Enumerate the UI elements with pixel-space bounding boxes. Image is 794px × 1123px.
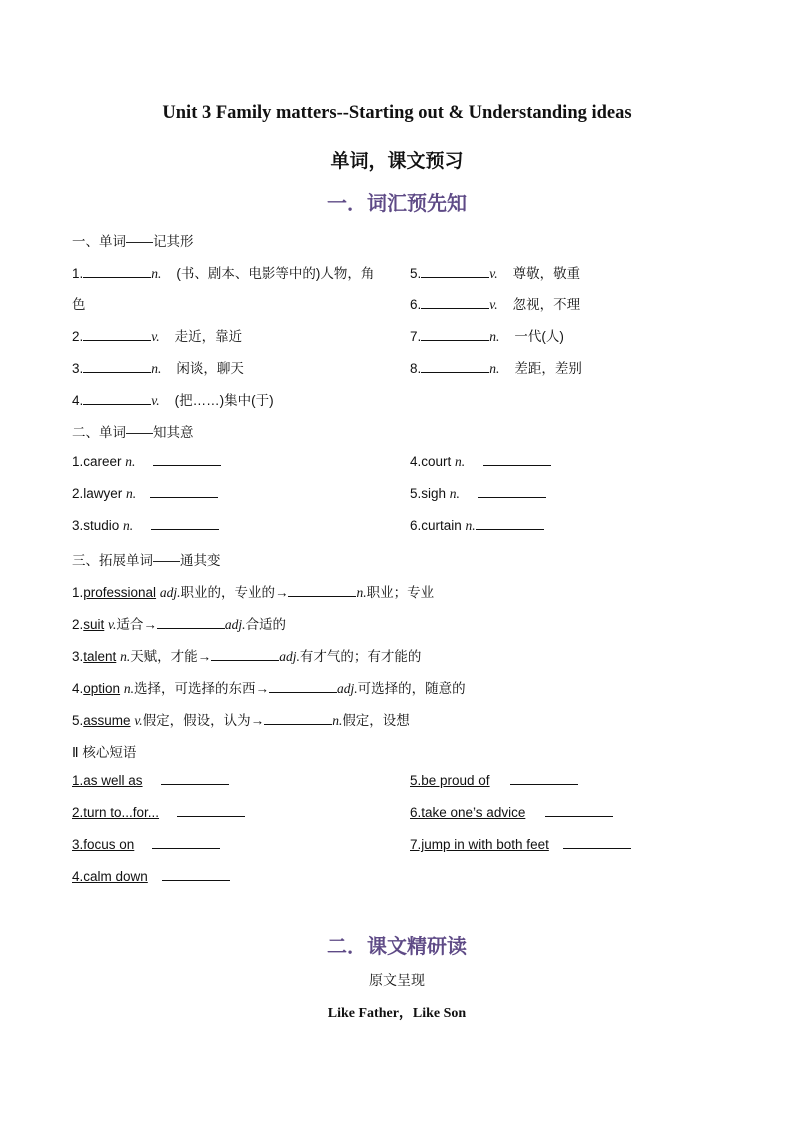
sec1-left-item: 1. n. (书、剧本、电影等中的)人物，角	[72, 266, 375, 281]
sec2-left-item: 1.career n.	[72, 453, 221, 470]
phrase-item: 1.as well as	[72, 772, 229, 788]
phrase-item: 2.turn to...for...	[72, 804, 245, 820]
sec2-right-item: 6.curtain n.	[410, 517, 544, 534]
phrase-item: 3.focus on	[72, 836, 220, 852]
phrase-item: 7.jump in with both feet	[410, 836, 631, 852]
part2-heading: 二．课文精研读	[327, 934, 467, 958]
sec1-right-item: 8. n. 差距，差别	[410, 361, 582, 376]
sec1-heading: 一、单词——记其形	[72, 234, 194, 249]
part1-heading: 一．词汇预先知	[327, 191, 467, 215]
subtitle: 单词，课文预习	[330, 150, 464, 172]
sec1-left-item: 2. v. 走近，靠近	[72, 329, 243, 344]
sec1-wrap-text: 色	[72, 297, 86, 312]
phrase-item: 5.be proud of	[410, 772, 578, 788]
sec1-right-item: 5. v. 尊敬，敬重	[410, 266, 581, 281]
sec1-right-item: 6. v. 忽视，不理	[410, 297, 581, 312]
sec2-left-item: 2.lawyer n.	[72, 485, 218, 502]
sec1-left-item: 3. n. 闲谈，聊天	[72, 361, 244, 376]
sec4-heading: Ⅱ 核心短语	[72, 745, 137, 760]
sec3-item: 1.professional adj.职业的，专业的→ n.职业；专业	[72, 585, 435, 600]
sec3-item: 4.option n.选择，可选择的东西→ adj.可选择的，随意的	[72, 681, 466, 696]
phrase-item: 4.calm down	[72, 868, 230, 884]
text-label: 原文呈现	[369, 973, 425, 989]
main-title: Unit 3 Family matters--Starting out & Understanding ideas	[162, 103, 632, 123]
sec2-heading: 二、单词——知其意	[72, 425, 194, 440]
sec2-left-item: 3.studio n.	[72, 517, 219, 534]
text-title: Like Father，Like Son	[327, 1006, 467, 1021]
phrase-item: 6.take one’s advice	[410, 804, 613, 820]
sec3-item: 5.assume v.假定，假设，认为→ n.假定，设想	[72, 713, 410, 728]
sec1-left-item: 4. v. (把……)集中(于)	[72, 393, 274, 408]
sec3-item: 2.suit v.适合→ adj.合适的	[72, 617, 287, 632]
sec3-heading: 三、拓展单词——通其变	[72, 553, 221, 568]
sec2-right-item: 4.court n.	[410, 453, 551, 470]
sec1-right-item: 7. n. 一代(人)	[410, 329, 564, 344]
sec2-right-item: 5.sigh n.	[410, 485, 546, 502]
sec3-item: 3.talent n.天赋，才能→ adj.有才气的；有才能的	[72, 649, 422, 664]
